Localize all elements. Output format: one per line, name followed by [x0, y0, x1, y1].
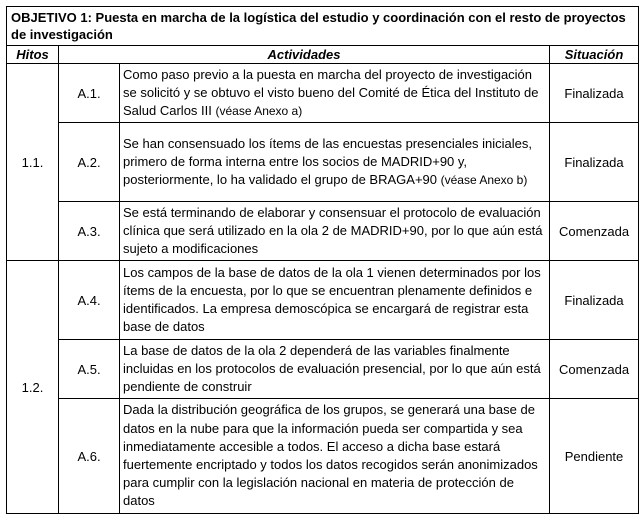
status-cell: Comenzada [550, 340, 639, 399]
table-row [7, 340, 639, 399]
activity-note: (véase Anexo a) [215, 104, 303, 119]
header-row [7, 46, 639, 64]
header-situacion: Situación [550, 46, 639, 64]
status-cell: Finalizada [550, 64, 639, 123]
status-cell: Finalizada [550, 123, 639, 202]
activity-description [120, 123, 550, 202]
activity-text: La base de datos de la ola 2 dependerá de las variables finalmente incluidas en los protocolos de evaluación presencial, por lo que aún está pendiente de construir [123, 342, 541, 395]
table-row [7, 261, 639, 340]
activity-description [120, 64, 550, 123]
objective-table [6, 6, 639, 514]
objective-title-row [7, 7, 639, 46]
activity-id: A.3. [59, 202, 120, 261]
objective-title: OBJETIVO 1: Puesta en marcha de la logística del estudio y coordinación con el resto de proyectos de investigación [7, 7, 639, 46]
activity-note: (véase Anexo b) [440, 173, 528, 188]
hito-label: 1.2. [7, 261, 59, 514]
activity-id: A.5. [59, 340, 120, 399]
activity-id: A.4. [59, 261, 120, 340]
header-actividades: Actividades [59, 46, 550, 64]
activity-text: Los campos de la base de datos de la ola 1 vienen determinados por los ítems de la encuesta, por lo que se encuentran plenamente definidos e identificados. La empresa demoscópica se encargará de registrar esta base de datos [123, 264, 541, 335]
table-row [7, 202, 639, 261]
activity-description [120, 340, 550, 399]
status-cell: Comenzada [550, 202, 639, 261]
activity-id: A.1. [59, 64, 120, 123]
table-row [7, 123, 639, 202]
activity-id: A.2. [59, 123, 120, 202]
activity-description [120, 399, 550, 514]
activity-text: Se han consensuado los ítems de las encuestas presenciales iniciales, primero de forma interna entre los socios de MADRID+90 y, posteriormente, lo ha validado el grupo de BRAGA+90 [123, 135, 533, 188]
activity-text: Dada la distribución geográfica de los grupos, se generará una base de datos en la nube para que la información pueda ser compartida y sea inmediatamente accesible a todos. El acceso a dicha base estará fuertemente encriptado y todos los datos recogidos serán anonimizados para cumplir con la legislación nacional en materia de protección de datos [123, 402, 538, 509]
activity-id: A.6. [59, 399, 120, 514]
activity-text: Como paso previo a la puesta en marcha del proyecto de investigación se solicitó y se obtuvo el visto bueno del Comité de Ética del Instituto de Salud Carlos III [123, 66, 539, 119]
table-row [7, 64, 639, 123]
hito-label: 1.1. [7, 64, 59, 261]
table-row [7, 399, 639, 514]
status-cell: Pendiente [550, 399, 639, 514]
status-cell: Finalizada [550, 261, 639, 340]
header-hitos: Hitos [7, 46, 59, 64]
activity-description [120, 202, 550, 261]
activity-text: Se está terminando de elaborar y consensuar el protocolo de evaluación clínica que será utilizado en la ola 2 de MADRID+90, por lo que aún está sujeto a modificaciones [123, 204, 543, 257]
activity-description [120, 261, 550, 340]
